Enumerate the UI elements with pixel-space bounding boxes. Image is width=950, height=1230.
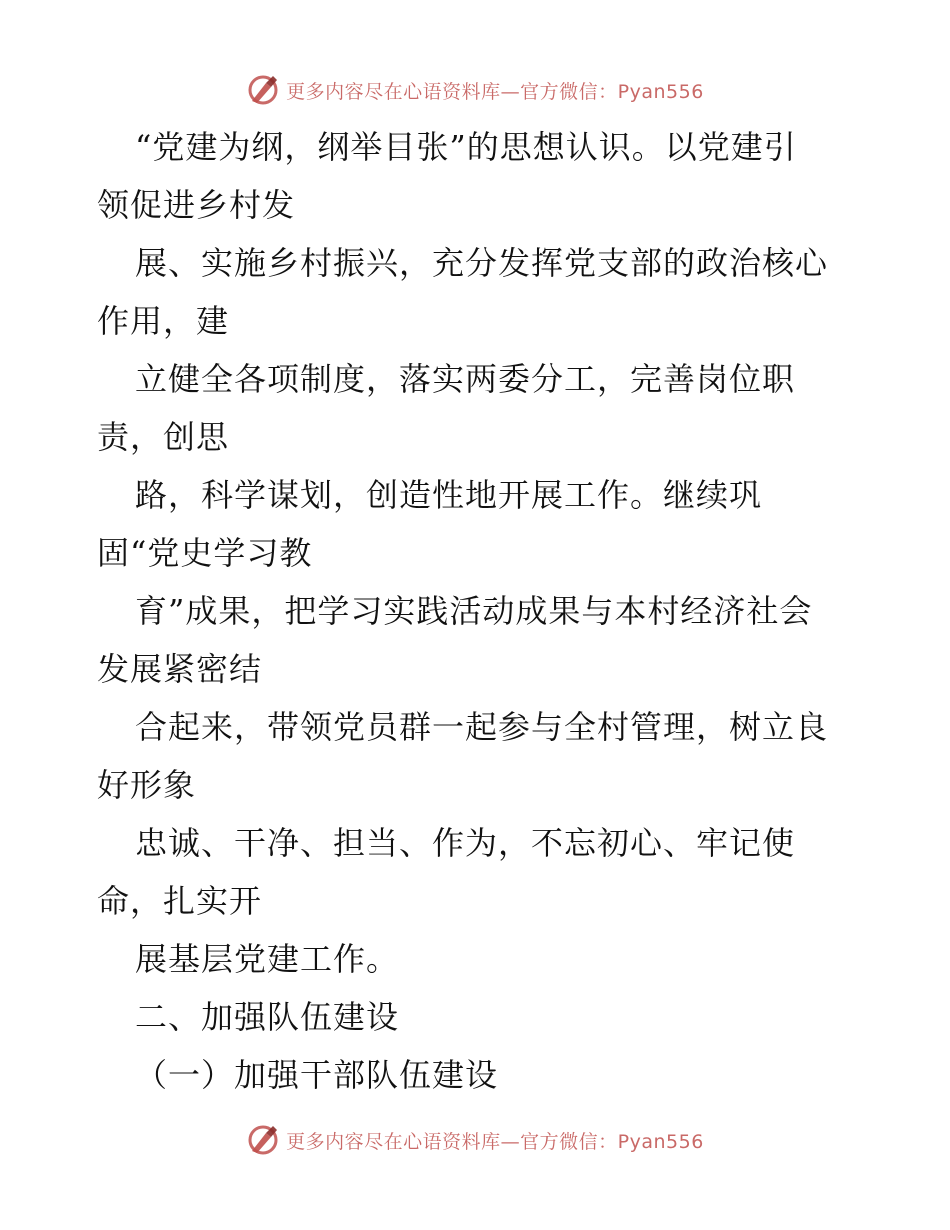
text-line: 展、实施乡村振兴，充分发挥党支部的政治核心 (135, 244, 829, 282)
watermark-text: 更多内容尽在心语资料库—官方微信：Pyan556 (286, 80, 704, 103)
text-line: 忠诚、干净、担当、作为，不忘初心、牢记使 (135, 824, 796, 862)
document-body (97, 118, 857, 1104)
text-line: 立健全各项制度，落实两委分工，完善岗位职 (135, 360, 796, 398)
text-line: 作用，建 (97, 302, 230, 340)
text-line: （一）加强干部队伍建设 (135, 1056, 499, 1094)
footer-watermark (0, 1120, 950, 1160)
text-line: “党建为纲，纲举目张”的思想认识。以党建引 (135, 128, 797, 166)
text-line: 固“党史学习教 (97, 534, 313, 572)
text-line: 路，科学谋划，创造性地开展工作。继续巩 (135, 476, 763, 514)
header-watermark (0, 70, 950, 110)
text-line: 命，扎实开 (97, 882, 263, 920)
text-line: 责，创思 (97, 418, 230, 456)
text-line: 领促进乡村发 (97, 186, 296, 224)
watermark-text: 更多内容尽在心语资料库—官方微信：Pyan556 (286, 1130, 704, 1153)
pen-logo-icon (246, 73, 280, 107)
text-line: 二、加强队伍建设 (135, 998, 400, 1036)
text-line: 育”成果，把学习实践活动成果与本村经济社会 (135, 592, 813, 630)
text-line: 发展紧密结 (97, 650, 263, 688)
text-line: 好形象 (97, 766, 197, 804)
text-line: 展基层党建工作。 (135, 940, 400, 978)
pen-logo-icon (246, 1123, 280, 1157)
text-line: 合起来，带领党员群一起参与全村管理，树立良 (135, 708, 829, 746)
